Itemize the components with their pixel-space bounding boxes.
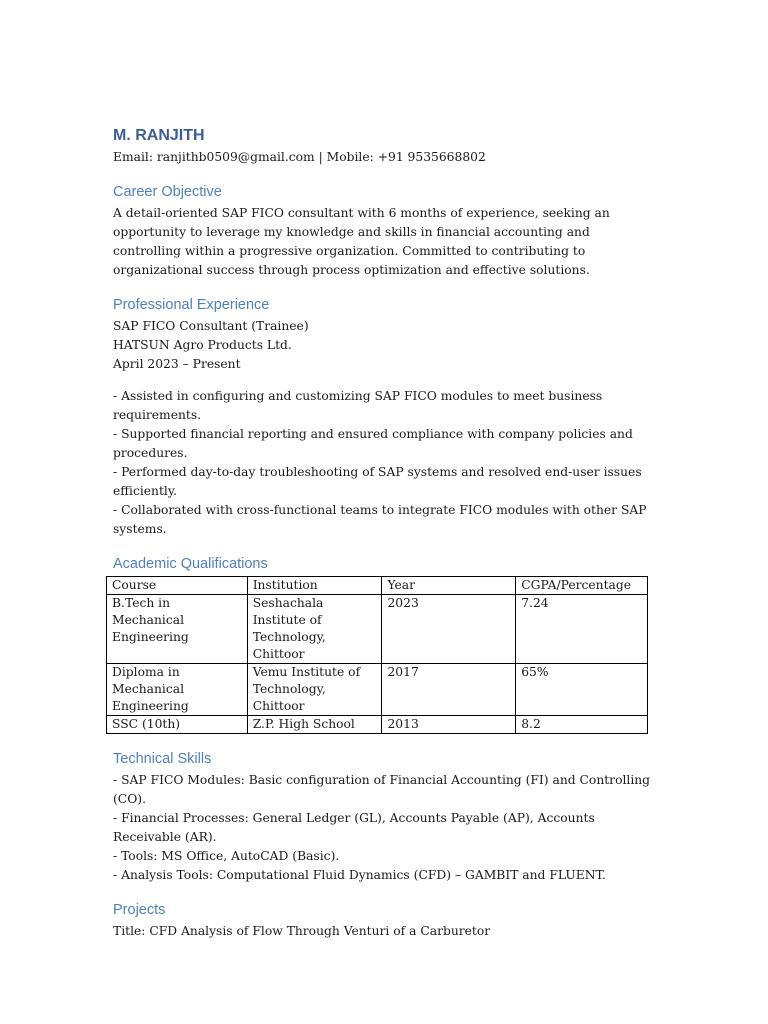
table-cell: 7.24 [516,595,648,664]
academics-heading: Academic Qualifications [113,556,268,572]
skills-section [113,749,658,885]
experience-heading: Professional Experience [113,297,270,313]
column-header: Institution [247,577,382,595]
qualifications-table [106,576,648,734]
column-header: CGPA/Percentage [516,577,648,595]
candidate-name: M. RANJITH [113,127,205,144]
table-cell: 8.2 [516,716,648,734]
table-cell: 2017 [382,664,516,716]
experience-bullet: - Collaborated with cross-functional teams to integrate FICO modules with other SAP systems. [113,503,647,536]
projects-section [113,900,658,941]
skill-item: - SAP FICO Modules: Basic configuration of Financial Accounting (FI) and Controlling (CO). [113,773,651,806]
experience-bullet: - Assisted in configuring and customizing SAP FICO modules to meet business requirements. [113,389,603,422]
skill-item: - Analysis Tools: Computational Fluid Dynamics (CFD) – GAMBIT and FLUENT. [113,868,606,882]
project-title: Title: CFD Analysis of Flow Through Venturi of a Carburetor [113,924,491,938]
skill-item: - Tools: MS Office, AutoCAD (Basic). [113,849,340,863]
experience-bullet: - Performed day-to-day troubleshooting of SAP systems and resolved end-user issues efficiently. [113,465,642,498]
career-objective-section [113,182,658,280]
table-cell: Seshachala Institute of Technology, Chittoor [247,595,382,664]
column-header: Course [107,577,248,595]
table-cell: Z.P. High School [247,716,382,734]
table-cell: 65% [516,664,648,716]
table-row [107,595,648,664]
company-name: HATSUN Agro Products Ltd. [113,338,292,352]
career-objective-heading: Career Objective [113,184,222,200]
academics-section [113,554,658,734]
career-objective-text: A detail-oriented SAP FICO consultant with 6 months of experience, seeking an opportunity to leverage my knowledge and skills in financial accounting and controlling within a progressive organization. Committed to contributing to organizational success through process optimization and effective solutions. [113,206,610,277]
skills-heading: Technical Skills [113,751,212,767]
table-cell: 2023 [382,595,516,664]
table-cell: Diploma in Mechanical Engineering [107,664,248,716]
experience-section [113,295,658,539]
column-header: Year [382,577,516,595]
table-cell: 2013 [382,716,516,734]
projects-heading: Projects [113,902,166,918]
table-cell: Vemu Institute of Technology, Chittoor [247,664,382,716]
job-role: SAP FICO Consultant (Trainee) [113,319,309,333]
table-header-row [107,577,648,595]
table-row [107,664,648,716]
skill-item: - Financial Processes: General Ledger (GL), Accounts Payable (AP), Accounts Receivable (AR). [113,811,595,844]
contact-line: Email: ranjithb0509@gmail.com | Mobile: +91 9535668802 [113,150,486,164]
experience-bullet: - Supported financial reporting and ensured compliance with company policies and procedures. [113,427,633,460]
table-cell: SSC (10th) [107,716,248,734]
job-period: April 2023 – Present [113,357,241,371]
table-row [107,716,648,734]
table-cell: B.Tech in Mechanical Engineering [107,595,248,664]
resume-page [113,126,658,941]
